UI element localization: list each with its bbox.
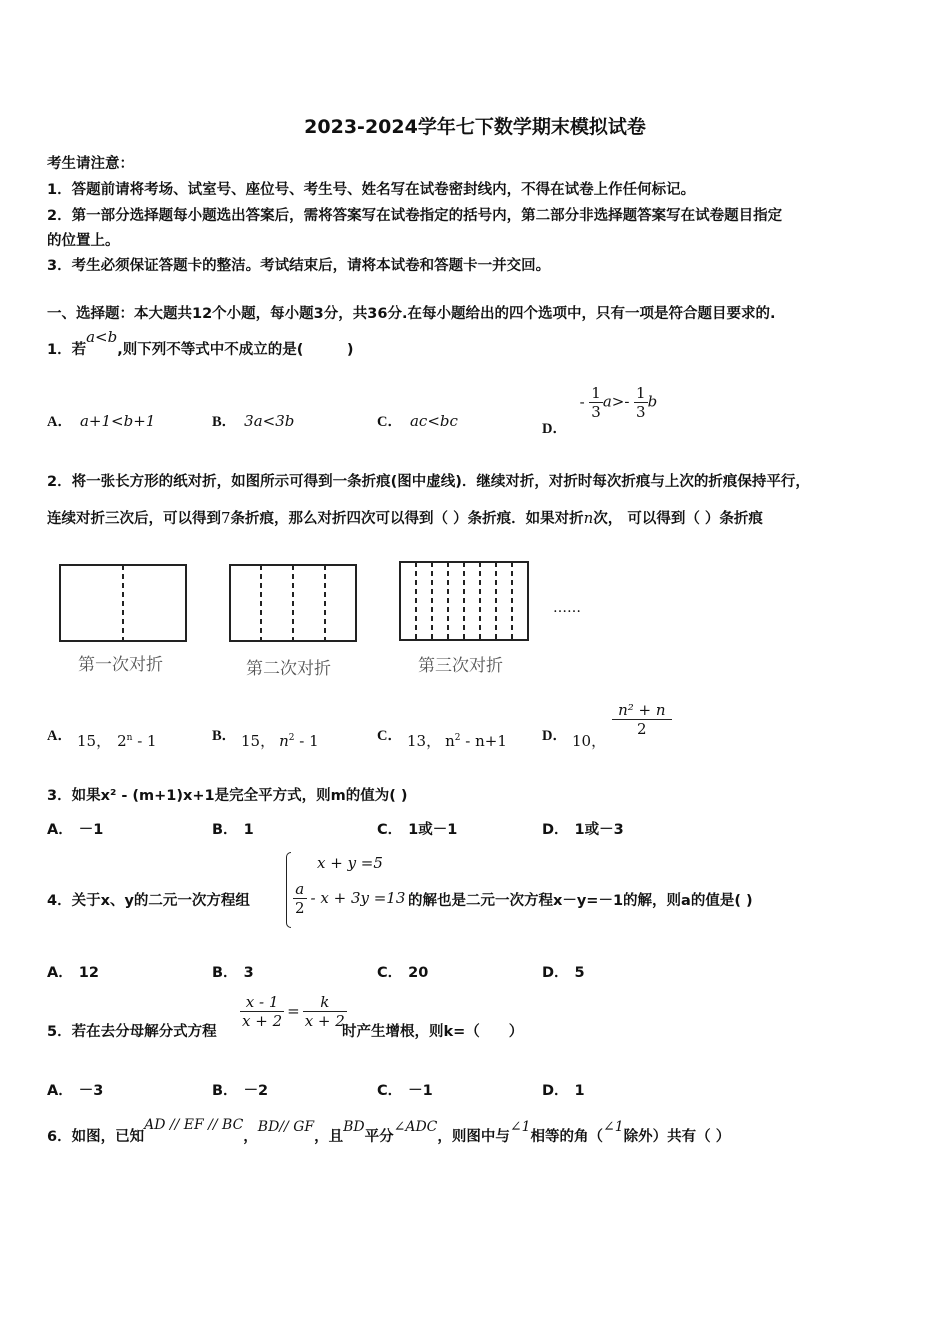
q4-equation-1: x + y =5 <box>317 854 383 872</box>
fraction-numerator: n² + n <box>612 701 671 720</box>
q5-prefix: 5．若在去分母解分式方程 <box>47 1024 217 1040</box>
option-text: 1或－1 <box>408 822 458 838</box>
q4-eq2-fraction <box>293 880 307 917</box>
q2-text-b: 条折痕，那么对折四次可以得到（ ）条折痕．如果对折 <box>230 511 584 527</box>
option-text: －1 <box>408 1083 433 1099</box>
fraction-denominator: 2 <box>295 899 305 917</box>
q3-option-d <box>542 818 624 839</box>
q5-lhs-fraction <box>240 993 284 1030</box>
option-fraction <box>589 384 603 421</box>
option-label: A． <box>47 728 72 744</box>
option-label: B． <box>212 414 237 430</box>
q6-angle-1-again: ∠1 <box>603 1119 624 1135</box>
option-sup: 2 <box>288 733 295 744</box>
option-label: C． <box>377 822 403 838</box>
page-title: 2023-2024学年七下数学期末模拟试卷 <box>304 116 646 138</box>
option-label: D． <box>542 822 569 838</box>
option-text: 1 <box>243 822 254 838</box>
fold-ellipsis: …… <box>553 600 581 616</box>
q6-mid-3: ，则图中与 <box>437 1129 510 1145</box>
option-text: －3 <box>78 1083 104 1099</box>
q4-option-b <box>212 961 254 982</box>
option-label: D． <box>542 965 569 981</box>
option-label: B． <box>212 822 238 838</box>
q4-option-a <box>47 961 99 982</box>
section-heading: 一、选择题：本大题共12个小题，每小题3分，共36分.在每小题给出的四个选项中，只有一项是符合题目要求的. <box>47 306 776 322</box>
option-label: D． <box>542 1083 569 1099</box>
option-a-part: 15， <box>77 732 112 750</box>
fold-2-rect <box>230 565 356 641</box>
fraction-denominator: x + 2 <box>304 1012 345 1030</box>
option-c-part: - n+1 <box>460 732 507 750</box>
option-text: ac<bc <box>409 412 458 430</box>
question-2-line-2 <box>47 507 763 528</box>
q2-option-a <box>47 724 72 745</box>
fraction-denominator: 3 <box>591 403 601 421</box>
question-6 <box>47 1117 731 1146</box>
option-label: A． <box>47 1083 73 1099</box>
fraction-numerator: a <box>293 880 307 899</box>
q4-brace <box>286 852 291 928</box>
option-c-part: - 1 <box>132 732 157 750</box>
option-text: 12 <box>78 965 99 981</box>
fold-3-caption: 第三次对折 <box>418 656 503 676</box>
q5-option-b <box>212 1079 268 1100</box>
option-a-part: 13， <box>407 732 442 750</box>
q1-option-d <box>542 384 658 437</box>
q6-mid-4: 相等的角（ <box>530 1129 604 1145</box>
option-text: 1 <box>574 1083 585 1099</box>
q5-equation <box>240 993 347 1030</box>
option-a-part: 15， <box>241 732 276 750</box>
option-label: C． <box>377 728 402 744</box>
q4-suffix: 的解也是二元一次方程x－y=－1的解，则a的值是( ) <box>408 893 753 909</box>
q2-option-d <box>542 724 567 745</box>
option-fraction <box>612 701 671 738</box>
q5-option-a <box>47 1079 103 1100</box>
q4-option-d <box>542 961 585 982</box>
fold-1-caption: 第一次对折 <box>78 655 163 675</box>
fold-2-caption: 第二次对折 <box>246 659 331 679</box>
q5-suffix: 时产生增根，则k=（ ） <box>342 1024 524 1040</box>
option-label: A． <box>47 965 73 981</box>
q5-rhs-fraction <box>303 993 347 1030</box>
option-text: －1 <box>78 822 104 838</box>
q6-angle-1: ∠1 <box>509 1119 531 1135</box>
q6-mid-1: ，且 <box>314 1129 344 1145</box>
q5-option-d <box>542 1079 585 1100</box>
option-b-part: n <box>445 732 455 750</box>
option-label: C． <box>377 1083 403 1099</box>
q3-option-b <box>212 818 254 839</box>
option-text: －2 <box>243 1083 269 1099</box>
option-text: 20 <box>408 965 429 981</box>
q6-relation-1: AD // EF // BC <box>144 1117 244 1133</box>
notice-item-2-cont: 的位置上。 <box>47 233 120 249</box>
q3-option-c <box>377 818 457 839</box>
option-sup: 2 <box>454 733 461 744</box>
option-minus: - <box>579 392 585 411</box>
option-b-part: 2 <box>117 732 127 750</box>
q2-option-b <box>212 724 236 745</box>
option-text: a+1<b+1 <box>79 412 156 430</box>
fraction-denominator: x + 2 <box>242 1012 283 1030</box>
q1-option-a <box>47 410 155 431</box>
q1-condition: a<b <box>86 328 118 346</box>
q2-seven: 7 <box>221 509 231 527</box>
question-3: 3．如果x² - (m+1)x+1是完全平方式，则m的值为( ) <box>47 788 408 804</box>
option-label: A． <box>47 414 72 430</box>
q2-text-a: 连续对折三次后，可以得到 <box>47 511 221 527</box>
option-gt: > <box>611 392 625 411</box>
option-a-part: 10， <box>572 731 607 750</box>
fold-1-rect <box>60 565 186 641</box>
q6-prefix: 6．如图，已知 <box>47 1129 145 1145</box>
q4-option-c <box>377 961 428 982</box>
q5-equals: = <box>287 1002 300 1020</box>
fraction-denominator: 3 <box>636 403 646 421</box>
notice-item-3: 3．考生必须保证答题卡的整洁。考试结束后，请将本试卷和答题卡一并交回。 <box>47 258 551 274</box>
option-fraction-2 <box>634 384 648 421</box>
question-2-line-1: 2．将一张长方形的纸对折，如图所示可得到一条折痕(图中虚线)．继续对折，对折时每次折痕与上次的折痕保持平行， <box>47 474 810 490</box>
option-label: B． <box>212 728 237 744</box>
q4-eq2-rest: - x + 3y =13 <box>310 889 406 907</box>
option-minus-2: - <box>624 392 630 411</box>
notice-item-1: 1．答题前请将考场、试室号、座位号、考生号、姓名写在试卷密封线内，不得在试卷上作任何标记。 <box>47 182 696 198</box>
option-label: D． <box>542 420 567 437</box>
q6-sep: ， <box>243 1129 258 1145</box>
fraction-numerator: 1 <box>636 384 646 402</box>
option-b-part: n <box>279 732 289 750</box>
fold-3-rect <box>400 562 528 640</box>
notice-heading: 考生请注意： <box>47 156 134 172</box>
option-text: 3 <box>243 965 254 981</box>
q4-prefix: 4．关于x、y的二元一次方程组 <box>47 893 250 909</box>
q2-option-c-value <box>407 730 507 751</box>
q6-suffix: 除外）共有（ ） <box>623 1129 731 1145</box>
question-1 <box>47 328 354 359</box>
option-c-part: - 1 <box>294 732 319 750</box>
q1-prefix: 1．若 <box>47 342 87 358</box>
notice-item-2: 2．第一部分选择题每小题选出答案后，需将答案写在试卷指定的括号内，第二部分非选择题答案写在试卷题目指定 <box>47 208 783 224</box>
option-label: B． <box>212 965 238 981</box>
q6-bd: BD <box>343 1119 365 1135</box>
q2-option-d-value <box>572 701 672 750</box>
fraction-denominator: 2 <box>637 720 647 738</box>
q1-option-c <box>377 410 458 431</box>
q3-option-a <box>47 818 103 839</box>
option-sup: n <box>126 733 133 744</box>
option-text: 3a<3b <box>244 412 295 430</box>
q2-option-a-value <box>77 730 157 751</box>
option-text: 5 <box>574 965 585 981</box>
q2-text-c: 次， 可以得到（ ）条折痕 <box>593 511 763 527</box>
option-var-b: b <box>647 392 658 411</box>
fraction-numerator: x - 1 <box>240 993 284 1012</box>
q1-suffix: ,则下列不等式中不成立的是( ) <box>117 342 354 358</box>
fraction-numerator: k <box>303 993 347 1012</box>
q2-n: n <box>583 509 594 527</box>
option-label: C． <box>377 965 403 981</box>
q5-option-c <box>377 1079 433 1100</box>
q6-angle-adc: ∠ADC <box>393 1119 438 1135</box>
option-label: A． <box>47 822 73 838</box>
q2-option-b-value <box>241 730 319 751</box>
q1-option-b <box>212 410 294 431</box>
option-label: C． <box>377 414 402 430</box>
option-var-a: a <box>602 392 612 411</box>
q2-option-c <box>377 724 402 745</box>
option-text: 1或－3 <box>574 822 624 838</box>
q6-mid-2: 平分 <box>364 1129 394 1145</box>
option-label: D． <box>542 728 567 744</box>
option-label: B． <box>212 1083 238 1099</box>
fraction-numerator: 1 <box>591 384 601 402</box>
q6-relation-2: BD// GF <box>257 1119 315 1135</box>
q4-equation-2 <box>293 880 405 917</box>
